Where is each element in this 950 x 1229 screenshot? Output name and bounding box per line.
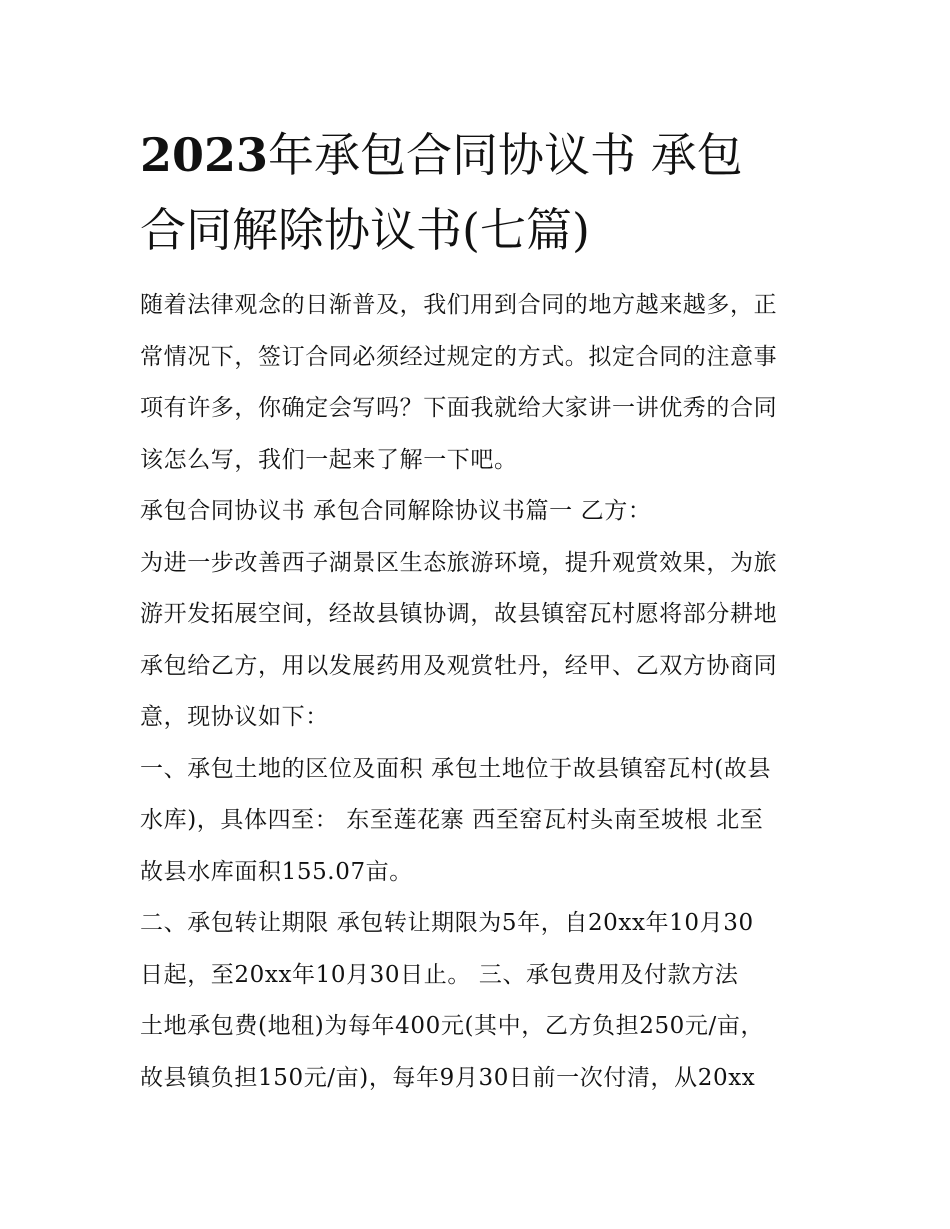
text-line: 故县镇负担150元/亩)，每年9月30日前一次付清，从20xx (140, 1064, 756, 1091)
text-line: 随着法律观念的日渐普及，我们用到合同的地方越来越多，正 (140, 292, 778, 318)
text-line: 常情况下，签订合同必须经过规定的方式。拟定合同的注意事 (140, 343, 778, 370)
text-line: 土地承包费(地租)为每年400元(其中，乙方负担250元/亩， (140, 1013, 765, 1039)
text-line: 游开发拓展空间，经故县镇协调，故县镇窑瓦村愿将部分耕地 (140, 601, 778, 627)
section-heading-paragraph (140, 486, 820, 538)
text-line: 承包合同协议书 承包合同解除协议书篇一 乙方： (140, 498, 652, 524)
text-line: 故县水库面积155.07亩。 (140, 858, 413, 885)
document-page (140, 118, 820, 1104)
title-line-1-text: 年承包合同协议书 承包 (268, 128, 743, 182)
title-year: 2023 (140, 128, 269, 182)
text-line: 一、承包土地的区位及面积 承包土地位于故县镇窑瓦村(故县 (140, 755, 772, 782)
text-line: 日起，至20xx年10月30日止。 三、承包费用及付款方法 (140, 961, 739, 988)
intro-paragraph (140, 280, 820, 486)
text-line: 意，现协议如下： (140, 704, 329, 730)
text-line: 该怎么写，我们一起来了解一下吧。 (140, 446, 518, 473)
text-line: 为进一步改善西子湖景区生态旅游环境，提升观赏效果，为旅 (140, 549, 778, 576)
clause-2-paragraph (140, 898, 820, 1104)
clause-1-paragraph (140, 744, 820, 899)
title-line-2: 合同解除协议书(七篇) (140, 203, 590, 257)
preamble-paragraph (140, 538, 820, 744)
text-line: 项有许多，你确定会写吗？下面我就给大家讲一讲优秀的合同 (140, 395, 778, 421)
text-line: 水库)，具体四至： 东至莲花寨 西至窑瓦村头南至坡根 北至 (140, 807, 764, 833)
document-body (140, 280, 820, 1104)
title-line-1 (140, 118, 820, 193)
text-line: 承包给乙方，用以发展药用及观赏牡丹，经甲、乙双方协商同 (140, 652, 778, 679)
text-line: 二、承包转让期限 承包转让期限为5年，自20xx年10月30 (140, 910, 754, 936)
document-title (140, 118, 820, 268)
